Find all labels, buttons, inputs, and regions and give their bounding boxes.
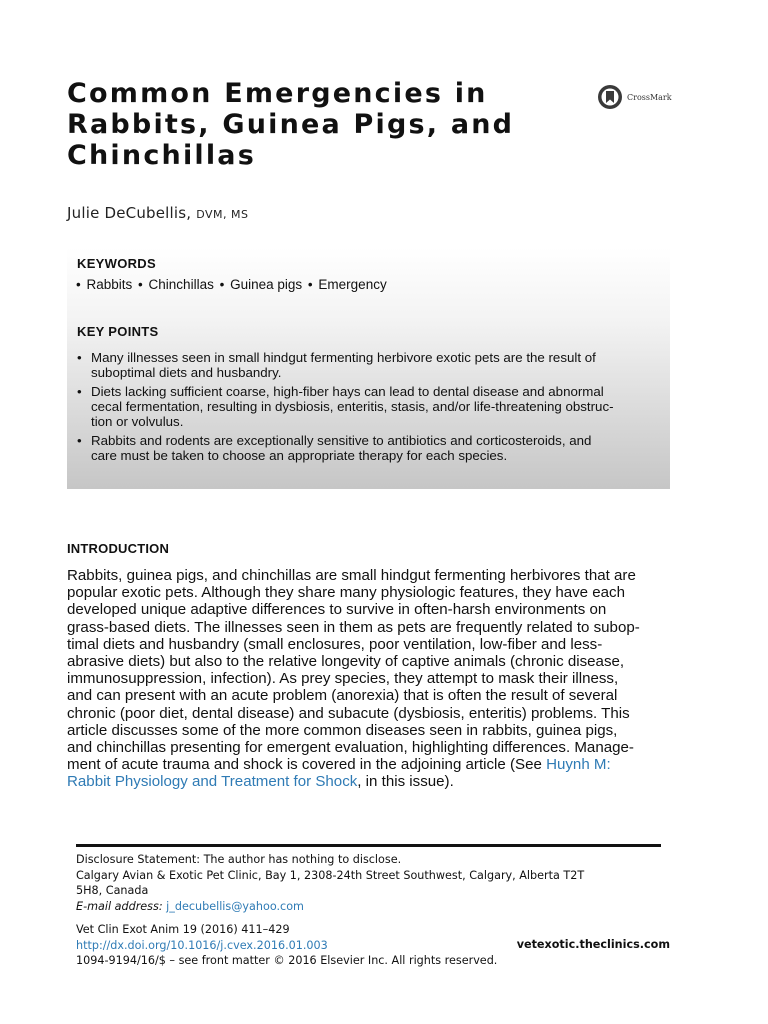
keywords-heading: KEYWORDS [77, 256, 156, 271]
introduction-paragraph [67, 567, 670, 791]
journal-citation: Vet Clin Exot Anim 19 (2016) 411–429 [76, 923, 290, 936]
keywords-list: • Rabbits • Chinchillas • Guinea pigs • Emergency [76, 277, 387, 292]
key-point: • Rabbits and rodents are exceptionally sensitive to antibiotics and corticosteroids, and care must be taken to choose an appropriate therapy for each species. [77, 433, 651, 463]
author-credentials: DVM, MS [196, 208, 249, 221]
keyword: Emergency [318, 277, 387, 292]
key-points-heading: KEY POINTS [77, 324, 159, 339]
key-points-list [77, 350, 651, 467]
author-name: Julie DeCubellis, [67, 204, 192, 222]
doi-link[interactable]: http://dx.doi.org/10.1016/j.cvex.2016.01.003 [76, 938, 328, 952]
introduction-text-end: , in this issue). [357, 773, 454, 791]
email-link[interactable]: j_decubellis@yahoo.com [166, 899, 304, 913]
key-point: • Diets lacking sufficient coarse, high-fiber hays can lead to dental disease and abnormal cecal fermentation, resulting in dysbiosis, enteritis, stasis, and/or life-threatening obstruc- tion or volvulus. [77, 384, 651, 429]
footnotes [76, 852, 670, 914]
email-line [76, 899, 670, 915]
keyword: Guinea pigs [230, 277, 303, 292]
introduction-text: Rabbits, guinea pigs, and chinchillas are small hindgut fermenting herbivores that are popular exotic pets. Although they share many physiologic features, they have each developed unique adaptive differences to survive in often-harsh environments on grass-based diets. The illnesses seen in them as pets are frequently related to subop- timal diets and husbandry (small enclosures, poor ventilation, low-fiber and less- abrasive diets) but also to the relative longevity of captive animals (chronic disease, immunosuppression, infection). As prey species, they attempt to mask their illness, and can present with an acute problem (anorexia) that is often the result of several chronic (poor diet, dental disease) and subacute (dysbiosis, enteritis) problems. This article discusses some of the more common diseases seen in rabbits, guinea pigs, and chinchillas presenting for emergent evaluation, highlighting differences. Manage- ment of acute trauma and shock is covered in the adjoining article (See [67, 567, 640, 774]
email-label: E-mail address: [76, 899, 163, 913]
introduction-heading: INTRODUCTION [67, 541, 170, 556]
keyword: Rabbits [86, 277, 133, 292]
article-title: Common Emergencies in Rabbits, Guinea Pigs, and Chinchillas [67, 78, 515, 171]
footnote-rule [76, 844, 661, 847]
crossmark-badge[interactable] [597, 84, 672, 110]
affiliation-line: Calgary Avian & Exotic Pet Clinic, Bay 1, 2308-24th Street Southwest, Calgary, Alberta T2T [76, 868, 585, 882]
affiliation-line: 5H8, Canada [76, 884, 149, 897]
key-point: • Many illnesses seen in small hindgut fermenting herbivore exotic pets are the result of suboptimal diets and husbandry. [77, 350, 651, 380]
crossmark-icon [597, 84, 623, 110]
crossmark-label: CrossMark [627, 92, 672, 102]
journal-website[interactable]: vetexotic.theclinics.com [516, 938, 670, 951]
disclosure-statement: Disclosure Statement: The author has nothing to disclose. [76, 853, 402, 866]
author-line [67, 204, 249, 222]
copyright-line: 1094-9194/16/$ – see front matter © 2016 Elsevier Inc. All rights reserved. [76, 954, 498, 967]
keyword: Chinchillas [148, 277, 214, 292]
keywords-box [67, 248, 670, 489]
reference-link[interactable]: Huynh M: Rabbit Physiology and Treatment for Shock [67, 756, 611, 791]
